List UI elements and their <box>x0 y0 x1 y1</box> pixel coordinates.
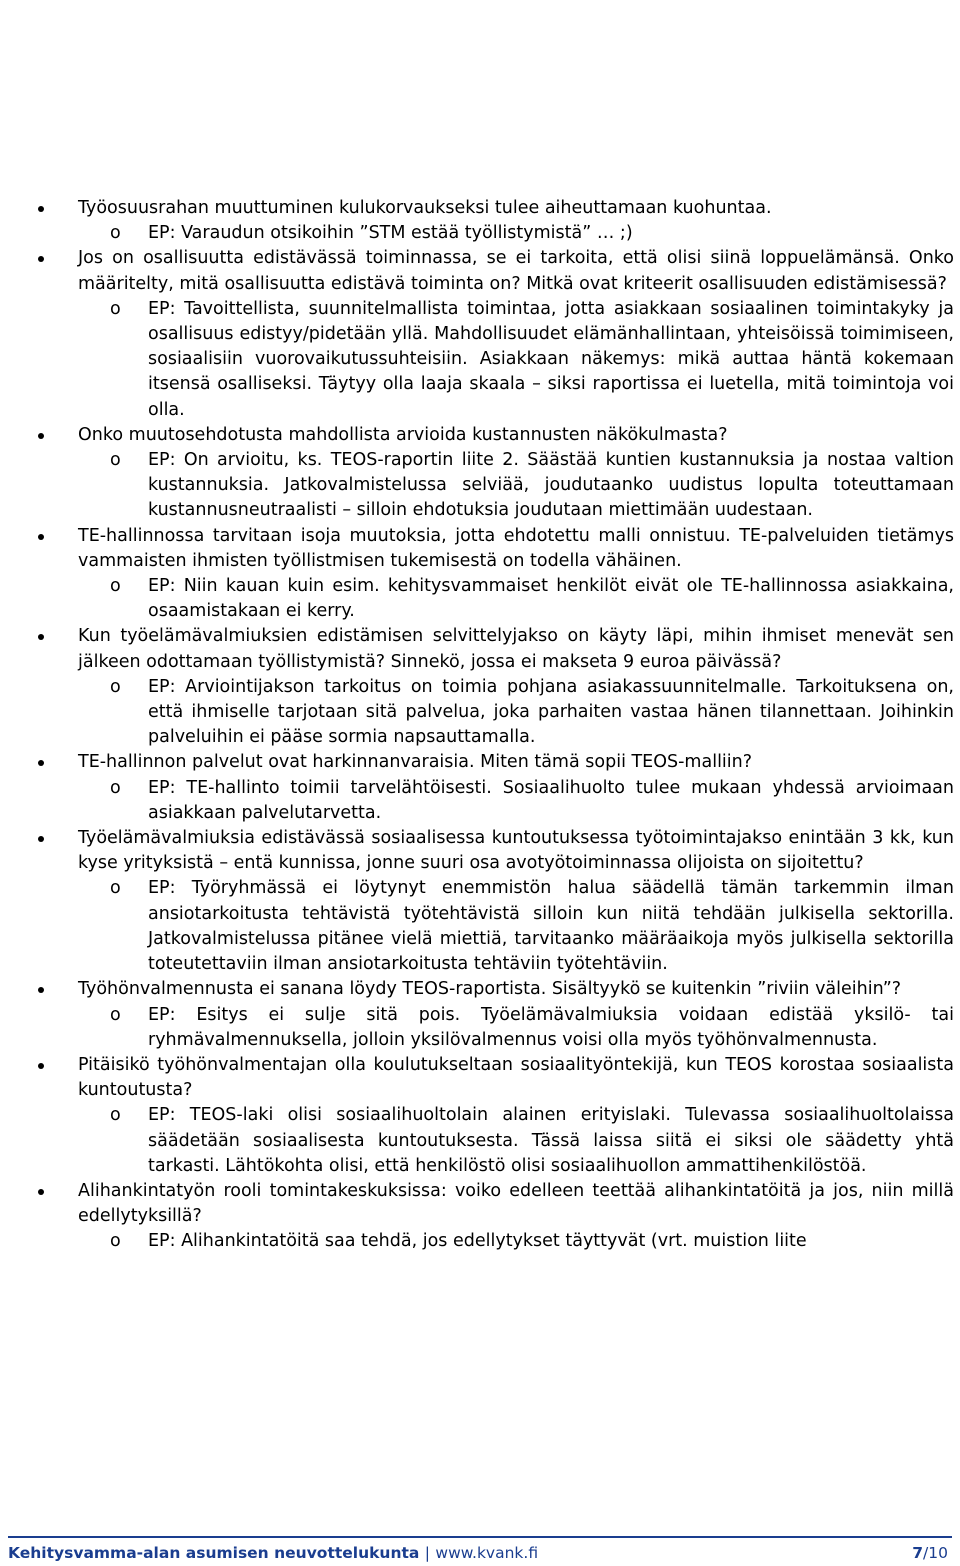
bullet-icon <box>38 1063 44 1069</box>
bullet-icon <box>38 433 44 439</box>
list-item: Onko muutosehdotusta mahdollista arvioida kustannusten näkökulmasta? <box>30 423 954 448</box>
bullet-icon <box>38 256 44 262</box>
list-item: Työhönvalmennusta ei sanana löydy TEOS-raportista. Sisältyykö se kuitenkin ”riviin väleihin”? <box>30 977 954 1002</box>
footer-left <box>8 1540 538 1566</box>
sub-bullet-icon: o <box>110 777 121 798</box>
sub-list-item: o EP: Niin kauan kuin esim. kehitysvammaiset henkilöt eivät ole TE-hallinnossa asiakkaina, osaamistakaan ei kerry. <box>110 576 954 622</box>
sub-list-item: o EP: Arviointijakson tarkoitus on toimia pohjana asiakassuunnitelmalle. Tarkoituksena on, että ihmiselle tarjotaan sitä palvelua, joka parhaiten vastaa hänen tilannettaan. Joihinkin palveluihin ei pääse sormia napsauttamalla. <box>110 676 954 748</box>
list-item: TE-hallinnossa tarvitaan isoja muutoksia, jotta ehdotettu malli onnistuu. TE-palveluiden tietämys vammaisten ihmisten työllistmisen tukemisestä on todella vähäinen. <box>30 524 954 574</box>
sub-list-item: o EP: TEOS-laki olisi sosiaalihuoltolain alainen erityislaki. Tulevassa sosiaalihuoltolaissa säädetään sosiaalisesta kuntoutuksesta. Tässä laissa siitä ei siksi ole säädetty yhtä tarkasti. Lähtökohta olisi, että henkilöstö olisi sosiaalihuollon ammattihenkilöstöä. <box>110 1105 954 1176</box>
total-pages: /10 <box>923 1544 948 1562</box>
document-body <box>30 196 954 1255</box>
list-item: Jos on osallisuutta edistävässä toiminnassa, se ei tarkoita, että olisi siinä loppuelämänsä. Onko määritelty, mitä osallisuutta edistävä toiminta on? Mitkä ovat kriteerit osallisuuden edistämisessä? <box>30 246 954 296</box>
sub-list-item: o EP: TE-hallinto toimii tarvelähtöisesti. Sosiaalihuolto tulee mukaan yhdessä arvioimaan asiakkaan palvelutarvetta. <box>110 777 954 823</box>
sub-list-item: o EP: Tavoittellista, suunnitelmallista toimintaa, jotta asiakkaan sosiaalinen toimintakyky ja osallisuus edistyy/pidetään yllä. Mahdollisuudet elämänhallintaan, yhteisöissä toimimiseen, sosiaalisiin vuorovaikutussuhteisiin. Asiakkaan näkemys: mikä auttaa häntä kokemaan itsensä osalliseksi. Täytyy olla laaja skaala – siksi raportissa ei luetella, mitä toimintoja voi olla. <box>110 298 954 420</box>
sub-bullet-icon: o <box>110 676 121 697</box>
sub-list-item: o EP: Varaudun otsikoihin ”STM estää työllistymistä” … ;) <box>30 221 954 246</box>
sub-list-item: o EP: Alihankintatöitä saa tehdä, jos edellytykset täyttyvät (vrt. muistion liite <box>30 1229 954 1254</box>
bullet-icon <box>38 206 44 212</box>
bullet-icon <box>38 760 44 766</box>
sub-list-item: o EP: On arvioitu, ks. TEOS-raportin liite 2. Säästää kuntien kustannuksia ja nostaa valtion kustannuksia. Jatkovalmistelussa selviää, joudutaanko uudistus lopulta toteuttamaan kustannusneutraalisti – silloin ehdotuksia joudutaan miettimään uudestaan. <box>110 450 954 521</box>
bullet-icon <box>38 836 44 842</box>
sub-bullet-icon: o <box>110 450 121 471</box>
bullet-icon <box>38 1189 44 1195</box>
list-item: Pitäisikö työhönvalmentajan olla koulutukseltaan sosiaalityöntekijä, kun TEOS korostaa sosiaalista kuntoutusta? <box>30 1053 954 1103</box>
list-item: Kun työelämävalmiuksien edistämisen selvittelyjakso on käyty läpi, mihin ihmiset menevät sen jälkeen odottamaan työllistymistä? Sinnekö, jossa ei makseta 9 euroa päivässä? <box>30 624 954 674</box>
footer-org: Kehitysvammа-alan asumisen neuvottelukunta <box>8 1544 420 1562</box>
footer-url-link[interactable]: www.kvank.fi <box>435 1544 539 1562</box>
page-number <box>912 1540 948 1566</box>
list-item: Työosuusrahan muuttuminen kulukorvaukseksi tulee aiheuttamaan kuohuntaa. <box>30 196 954 221</box>
sub-list-item: o EP: Esitys ei sulje sitä pois. Työelämävalmiuksia voidaan edistää yksilö- tai ryhmävalmennuksella, jolloin yksilövalmennus voisi olla myös työhönvalmennusta. <box>110 1004 954 1050</box>
footer-separator: | <box>424 1544 431 1562</box>
bullet-icon <box>38 634 44 640</box>
list-item: Alihankintatyön rooli tomintakeskuksissa: voiko edelleen teettää alihankintatöitä ja jos, niin millä edellytyksillä? <box>30 1179 954 1229</box>
sub-bullet-icon: o <box>110 576 121 597</box>
sub-bullet-icon: o <box>110 223 121 244</box>
bullet-icon <box>38 534 44 540</box>
sub-bullet-icon: o <box>110 1231 121 1252</box>
current-page: 7 <box>912 1544 924 1562</box>
bullet-icon <box>38 987 44 993</box>
sub-bullet-icon: o <box>110 1105 121 1126</box>
list-item: TE-hallinnon palvelut ovat harkinnanvaraisia. Miten tämä sopii TEOS-malliin? <box>30 750 954 775</box>
page-footer <box>8 1536 952 1566</box>
list-item: Työelämävalmiuksia edistävässä sosiaalisessa kuntoutuksessa työtoimintajakso enintään 3 kk, kun kyse yrityksistä – entä kunnissa, jonne suuri osa avotyötoiminnassa olijoista on sijoitettu? <box>30 826 954 876</box>
sub-bullet-icon: o <box>110 878 121 899</box>
sub-bullet-icon: o <box>110 1004 121 1025</box>
sub-bullet-icon: o <box>110 298 121 319</box>
sub-list-item: o EP: Työryhmässä ei löytynyt enemmistön halua säädellä tämän tarkemmin ilman ansiotarkoitusta tehtävistä työtehtävistä silloin kun niitä tehdään julkisella sektorilla. Jatkovalmistelussa pitänee vielä miettiä, tarvitaanko määräaikoja myös julkisella sektorilla toteutettaviin ilman ansiotarkoitusta tehtäviin työtehtäviin. <box>110 878 954 975</box>
